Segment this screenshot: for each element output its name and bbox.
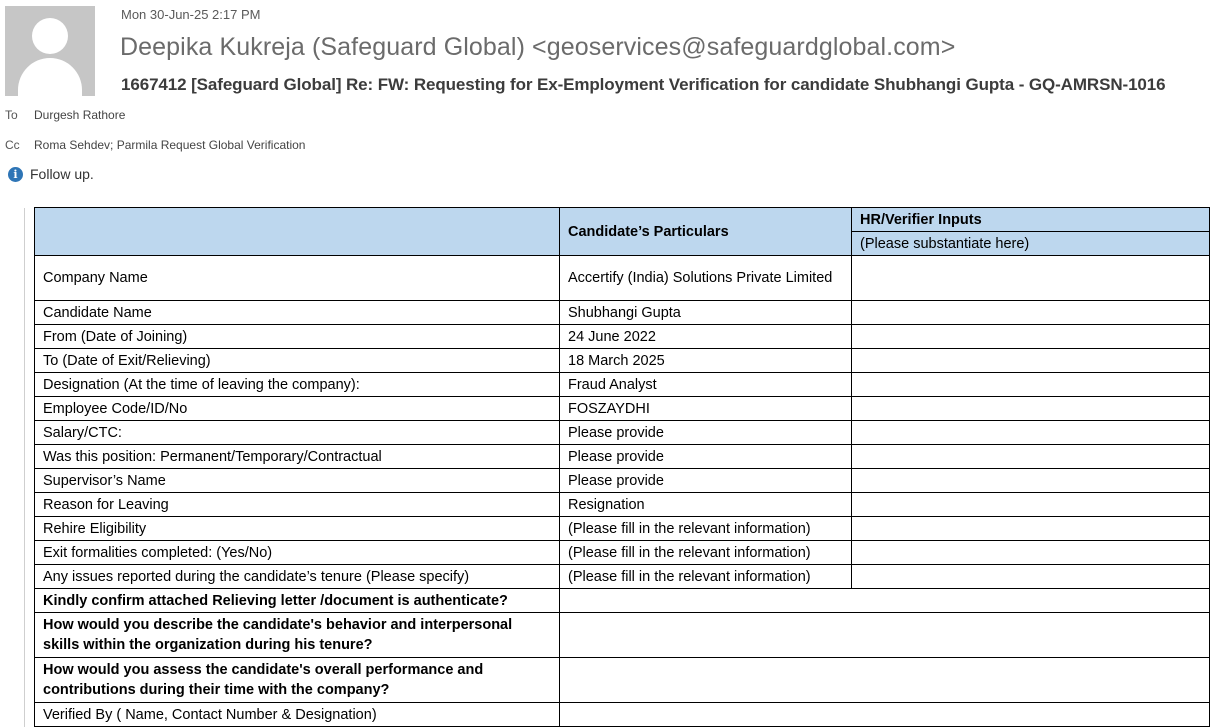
table-header-row (35, 208, 1210, 232)
verifier-input-cell[interactable] (852, 493, 1210, 517)
table-row (35, 325, 1210, 349)
verifier-input-cell[interactable] (852, 349, 1210, 373)
table-row (35, 445, 1210, 469)
to-recipients[interactable]: Durgesh Rathore (34, 108, 126, 122)
candidate-value: Fraud Analyst (560, 373, 852, 397)
field-label: From (Date of Joining) (35, 325, 560, 349)
field-label: Salary/CTC: (35, 421, 560, 445)
question-row (35, 658, 1210, 703)
info-icon: i (8, 167, 23, 182)
candidate-value: Please provide (560, 445, 852, 469)
field-label: Rehire Eligibility (35, 517, 560, 541)
verifier-input-cell[interactable] (852, 421, 1210, 445)
field-label: Designation (At the time of leaving the company): (35, 373, 560, 397)
verified-by-row (35, 703, 1210, 727)
table-row (35, 493, 1210, 517)
candidate-particulars-header: Candidate’s Particulars (560, 208, 852, 256)
table-row (35, 397, 1210, 421)
table-row (35, 421, 1210, 445)
field-label: Candidate Name (35, 301, 560, 325)
candidate-value: Shubhangi Gupta (560, 301, 852, 325)
field-header-cell (35, 208, 560, 256)
field-label: Company Name (35, 256, 560, 301)
field-label: To (Date of Exit/Relieving) (35, 349, 560, 373)
candidate-value: 18 March 2025 (560, 349, 852, 373)
question-label: Kindly confirm attached Relieving letter /document is authenticate? (35, 589, 560, 613)
verifier-input-cell[interactable] (852, 373, 1210, 397)
field-label: Supervisor’s Name (35, 469, 560, 493)
question-row (35, 613, 1210, 658)
candidate-value: 24 June 2022 (560, 325, 852, 349)
verifier-input-cell[interactable] (852, 445, 1210, 469)
candidate-value: Please provide (560, 421, 852, 445)
to-label: To (5, 108, 18, 122)
table-row (35, 373, 1210, 397)
table-row (35, 541, 1210, 565)
field-label: Exit formalities completed: (Yes/No) (35, 541, 560, 565)
question-row (35, 589, 1210, 613)
answer-cell[interactable] (560, 589, 1210, 613)
verifier-input-cell[interactable] (852, 256, 1210, 301)
hr-verifier-subheader: (Please substantiate here) (852, 232, 1210, 256)
verification-table (34, 207, 1210, 727)
person-avatar-icon (5, 6, 95, 96)
candidate-value: FOSZAYDHI (560, 397, 852, 421)
table-row (35, 349, 1210, 373)
email-subject: 1667412 [Safeguard Global] Re: FW: Requesting for Ex-Employment Verification for candidate Shubhangi Gupta - GQ-AMRSN-1016 (121, 75, 1166, 94)
cc-row (5, 138, 305, 152)
table-row (35, 469, 1210, 493)
question-label: How would you describe the candidate's behavior and interpersonal skills within the organization during his tenure? (35, 613, 560, 658)
cc-label: Cc (5, 138, 20, 152)
table-row (35, 301, 1210, 325)
table-row (35, 565, 1210, 589)
follow-up-text: Follow up. (30, 166, 94, 182)
answer-cell[interactable] (560, 658, 1210, 703)
candidate-value: (Please fill in the relevant information) (560, 517, 852, 541)
question-label: How would you assess the candidate's overall performance and contributions during their time with the company? (35, 658, 560, 703)
verifier-input-cell[interactable] (852, 397, 1210, 421)
verifier-input-cell[interactable] (852, 325, 1210, 349)
candidate-value: Accertify (India) Solutions Private Limited (560, 256, 852, 301)
table-row (35, 256, 1210, 301)
cc-recipients[interactable]: Roma Sehdev; Parmila Request Global Verification (34, 138, 306, 152)
verifier-input-cell[interactable] (852, 541, 1210, 565)
verifier-input-cell[interactable] (852, 469, 1210, 493)
field-label: Reason for Leaving (35, 493, 560, 517)
table-row (35, 517, 1210, 541)
verifier-input-cell[interactable] (852, 301, 1210, 325)
sender-name[interactable]: Deepika Kukreja (Safeguard Global) <geoservices@safeguardglobal.com> (120, 33, 956, 61)
answer-cell[interactable] (560, 613, 1210, 658)
field-label: Any issues reported during the candidate’s tenure (Please specify) (35, 565, 560, 589)
quote-divider (24, 208, 25, 727)
sent-date: Mon 30-Jun-25 2:17 PM (121, 7, 261, 22)
candidate-value: Please provide (560, 469, 852, 493)
hr-verifier-header: HR/Verifier Inputs (852, 208, 1210, 232)
candidate-value: Resignation (560, 493, 852, 517)
field-label: Employee Code/ID/No (35, 397, 560, 421)
candidate-value: (Please fill in the relevant information) (560, 541, 852, 565)
verifier-input-cell[interactable] (852, 517, 1210, 541)
candidate-value: (Please fill in the relevant information) (560, 565, 852, 589)
follow-up-flag[interactable] (8, 166, 94, 182)
verifier-input-cell[interactable] (852, 565, 1210, 589)
field-label: Was this position: Permanent/Temporary/Contractual (35, 445, 560, 469)
verified-by-label: Verified By ( Name, Contact Number & Designation) (35, 703, 560, 727)
verified-by-cell[interactable] (560, 703, 1210, 727)
to-row (5, 108, 125, 122)
